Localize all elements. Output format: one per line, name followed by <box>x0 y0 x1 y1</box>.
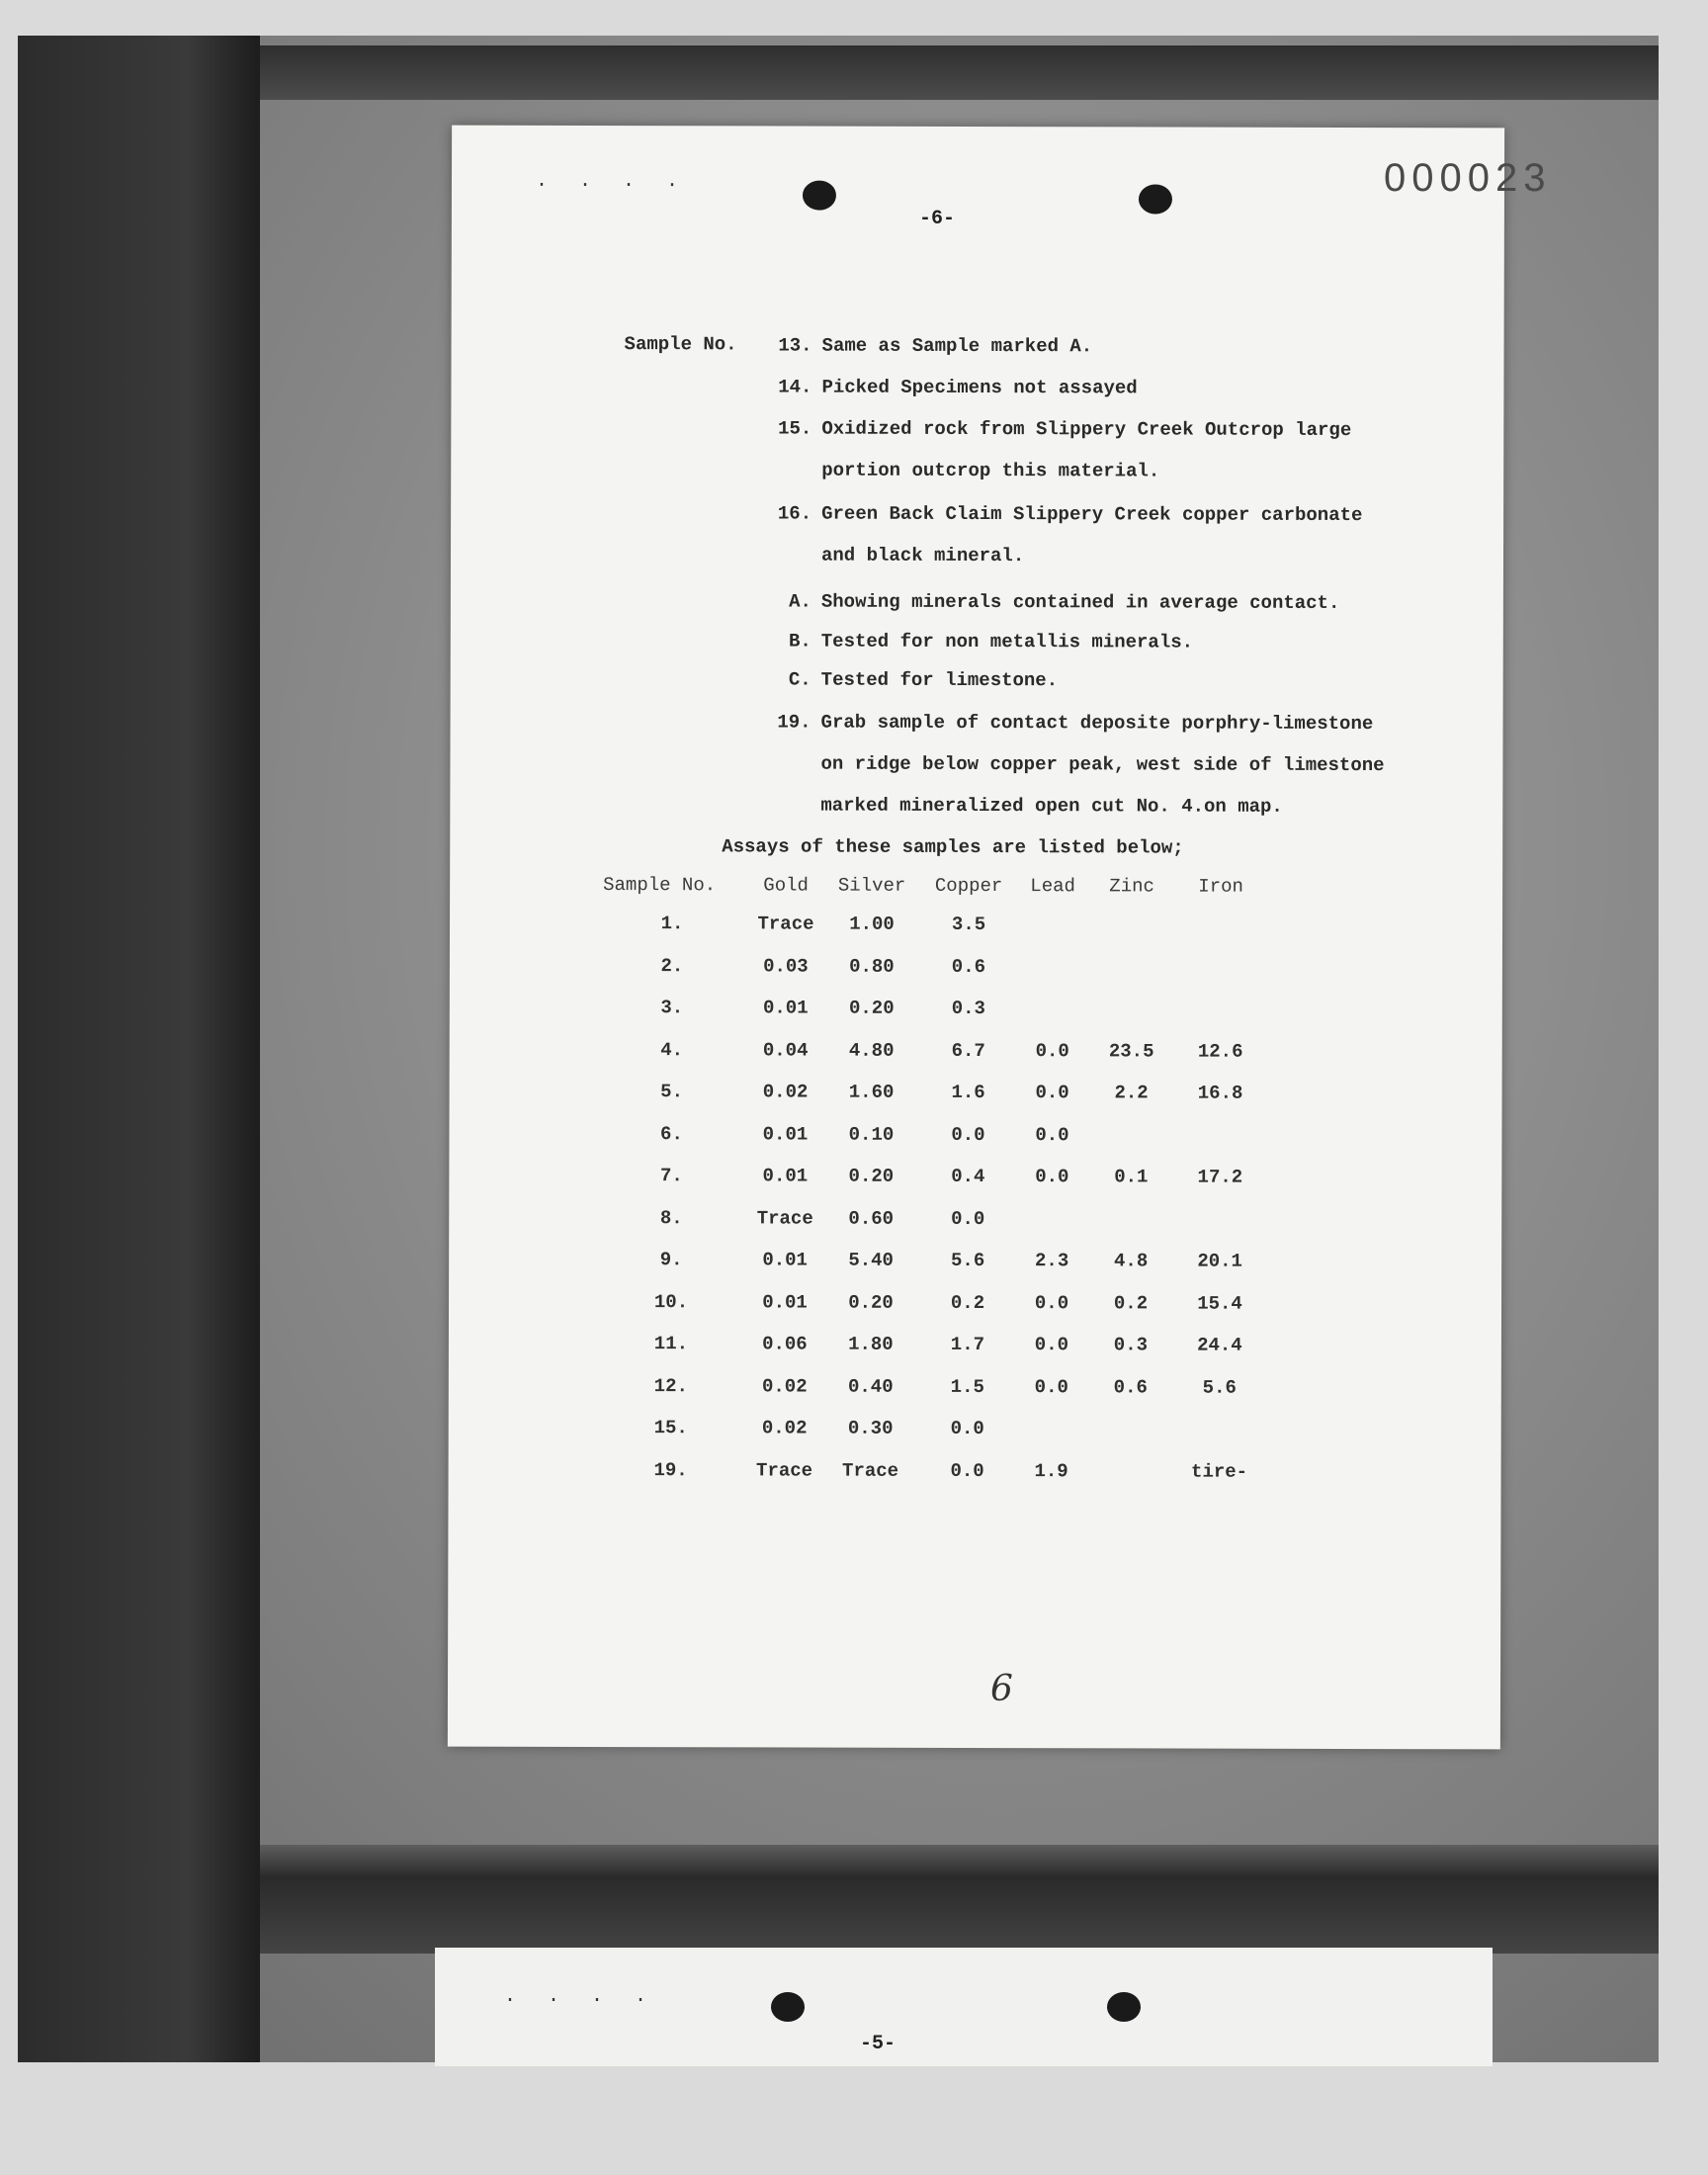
punch-hole-lower-right <box>1107 1992 1141 2022</box>
table-row-label: 9. <box>659 1249 683 1271</box>
frame-divider-band <box>260 1845 1659 1954</box>
table-cell: 20.1 <box>1197 1250 1242 1272</box>
table-cell: 0.01 <box>762 1249 808 1271</box>
table-cell: 0.0 <box>1034 1334 1069 1356</box>
table-cell: 1.80 <box>848 1333 894 1355</box>
table-cell: 0.6 <box>1113 1375 1148 1398</box>
punch-hole-lower-left <box>771 1992 805 2022</box>
frame-top-band <box>260 45 1659 100</box>
table-cell: 1.60 <box>848 1081 895 1103</box>
entry-text: marked mineralized open cut No. 4.on map. <box>820 794 1283 818</box>
table-cell: 0.80 <box>849 955 895 978</box>
table-cell: 0.0 <box>1035 1082 1069 1104</box>
table-cell: 5.6 <box>951 1249 985 1272</box>
table-cell: Trace <box>842 1459 899 1482</box>
table-row-label: 2. <box>660 954 684 977</box>
lower-corner-dots: . . . . <box>504 1985 657 2008</box>
table-row-label: 5. <box>660 1081 684 1103</box>
table-cell: 0.60 <box>848 1207 895 1230</box>
handwritten-page-number: 6 <box>990 1669 1013 1709</box>
table-cell: 0.20 <box>848 1165 895 1187</box>
table-header-copper: Copper <box>934 874 1003 898</box>
document-id-stamp: 000023 <box>1384 156 1552 200</box>
entry-text: on ridge below copper peak, west side of limestone <box>820 752 1385 777</box>
table-row-label: 15. <box>653 1417 688 1439</box>
table-cell: 0.01 <box>762 1290 808 1314</box>
table-cell: 0.0 <box>950 1417 984 1440</box>
table-row-label: 3. <box>660 997 684 1019</box>
table-row-label: 4. <box>660 1038 684 1061</box>
entry-text: Picked Specimens not assayed <box>821 376 1138 399</box>
table-header-gold: Gold <box>763 874 809 897</box>
lower-page-number: -5- <box>860 2033 897 2055</box>
table-header-zinc: Zinc <box>1109 875 1154 898</box>
page-number: -6- <box>919 208 956 230</box>
table-cell: 0.0 <box>951 1207 985 1230</box>
table-cell: 0.01 <box>762 997 809 1019</box>
table-row-label: 1. <box>660 913 684 935</box>
entry-number: B. <box>788 630 811 652</box>
entry-number: A. <box>789 590 811 613</box>
table-cell: 0.6 <box>951 955 986 978</box>
table-cell: 5.40 <box>848 1249 894 1271</box>
entry-text: Grab sample of contact deposite porphry-limestone <box>820 711 1374 736</box>
table-row-label: 10. <box>653 1290 689 1313</box>
table-cell: 0.20 <box>848 1291 894 1314</box>
table-row-label: 12. <box>653 1374 688 1397</box>
table-cell: 0.0 <box>1034 1291 1069 1314</box>
table-cell: 15.4 <box>1197 1292 1242 1315</box>
table-cell: Trace <box>757 913 814 935</box>
table-row-label: 8. <box>659 1206 683 1229</box>
table-cell: 0.4 <box>951 1165 985 1188</box>
sample-label: Sample No. <box>624 333 737 356</box>
table-cell: Trace <box>756 1458 813 1482</box>
entry-text: Oxidized rock from Slippery Creek Outcrop large <box>821 417 1352 441</box>
document-page <box>448 126 1504 1750</box>
table-cell: 1.00 <box>849 913 895 935</box>
table-cell: 0.02 <box>761 1417 808 1439</box>
entry-text: Tested for non metallis minerals. <box>820 630 1194 653</box>
table-cell: 4.80 <box>848 1039 895 1062</box>
entry-number: C. <box>788 668 811 691</box>
next-page-fragment <box>435 1948 1493 2066</box>
table-cell: 24.4 <box>1197 1334 1242 1356</box>
table-row-label: 11. <box>653 1333 689 1355</box>
table-cell: 0.3 <box>951 997 985 1020</box>
table-cell: 1.9 <box>1034 1459 1068 1482</box>
table-cell: 4.8 <box>1114 1250 1149 1272</box>
table-cell: 12.6 <box>1197 1040 1243 1063</box>
entry-number: 15. <box>778 417 812 440</box>
table-cell: 0.06 <box>762 1333 808 1355</box>
entry-text: Tested for limestone. <box>820 668 1059 692</box>
table-cell: 0.2 <box>1113 1291 1149 1314</box>
table-cell: 0.3 <box>1113 1334 1149 1356</box>
table-cell: 0.0 <box>950 1459 984 1482</box>
entry-number: 19. <box>777 711 811 734</box>
table-row-label: 6. <box>660 1122 683 1145</box>
table-header-iron: Iron <box>1198 875 1243 898</box>
entry-number: 14. <box>778 376 812 398</box>
table-cell: 0.03 <box>763 954 809 978</box>
table-cell: 1.5 <box>950 1375 984 1398</box>
table-cell: 0.02 <box>761 1374 808 1398</box>
table-cell: 0.20 <box>848 997 895 1019</box>
entry-text: Green Back Claim Slippery Creek copper carbonate <box>821 502 1363 527</box>
film-edge <box>18 36 260 2062</box>
table-cell: 2.2 <box>1114 1082 1149 1104</box>
entry-number: 13. <box>778 334 812 357</box>
table-cell: 0.40 <box>847 1375 894 1398</box>
table-cell: 0.0 <box>1035 1166 1069 1188</box>
table-cell: 0.30 <box>847 1417 894 1439</box>
corner-dots: . . . . <box>535 169 689 194</box>
table-cell: tire- <box>1191 1460 1248 1483</box>
table-cell: 0.01 <box>762 1165 809 1187</box>
entry-text: Same as Sample marked A. <box>821 334 1093 358</box>
table-cell: 0.02 <box>762 1081 809 1103</box>
table-cell: 1.6 <box>951 1081 985 1104</box>
table-row-label: 19. <box>653 1458 688 1481</box>
entry-text: Showing minerals contained in average contact. <box>820 590 1340 614</box>
table-cell: Trace <box>756 1206 813 1230</box>
table-header-sample-no: Sample No. <box>603 874 717 897</box>
punch-hole-right <box>1139 184 1172 214</box>
table-cell: 0.0 <box>1035 1123 1069 1146</box>
table-cell: 23.5 <box>1108 1039 1154 1062</box>
table-cell: 0.1 <box>1114 1166 1149 1188</box>
table-cell: 2.3 <box>1035 1250 1069 1272</box>
table-cell: 0.0 <box>1035 1039 1069 1062</box>
table-cell: 0.0 <box>1034 1375 1068 1398</box>
table-cell: 0.0 <box>951 1123 985 1146</box>
table-cell: 6.7 <box>951 1039 985 1062</box>
entry-number: 16. <box>777 502 812 525</box>
table-cell: 0.04 <box>762 1038 809 1062</box>
table-cell: 5.6 <box>1202 1376 1237 1399</box>
table-cell: 1.7 <box>950 1333 985 1356</box>
table-row-label: 7. <box>659 1165 683 1187</box>
table-cell: 17.2 <box>1197 1166 1243 1188</box>
entry-text: and black mineral. <box>820 544 1025 567</box>
table-header-lead: Lead <box>1030 875 1075 898</box>
table-cell: 0.2 <box>950 1291 985 1314</box>
entry-text: portion outcrop this material. <box>821 459 1160 482</box>
punch-hole-left <box>803 181 836 211</box>
table-cell: 0.01 <box>762 1122 809 1146</box>
table-header-silver: Silver <box>837 874 906 897</box>
table-cell: 0.10 <box>848 1123 895 1146</box>
table-cell: 3.5 <box>951 913 986 936</box>
assays-intro: Assays of these samples are listed below; <box>722 835 1184 859</box>
table-cell: 16.8 <box>1197 1082 1243 1104</box>
